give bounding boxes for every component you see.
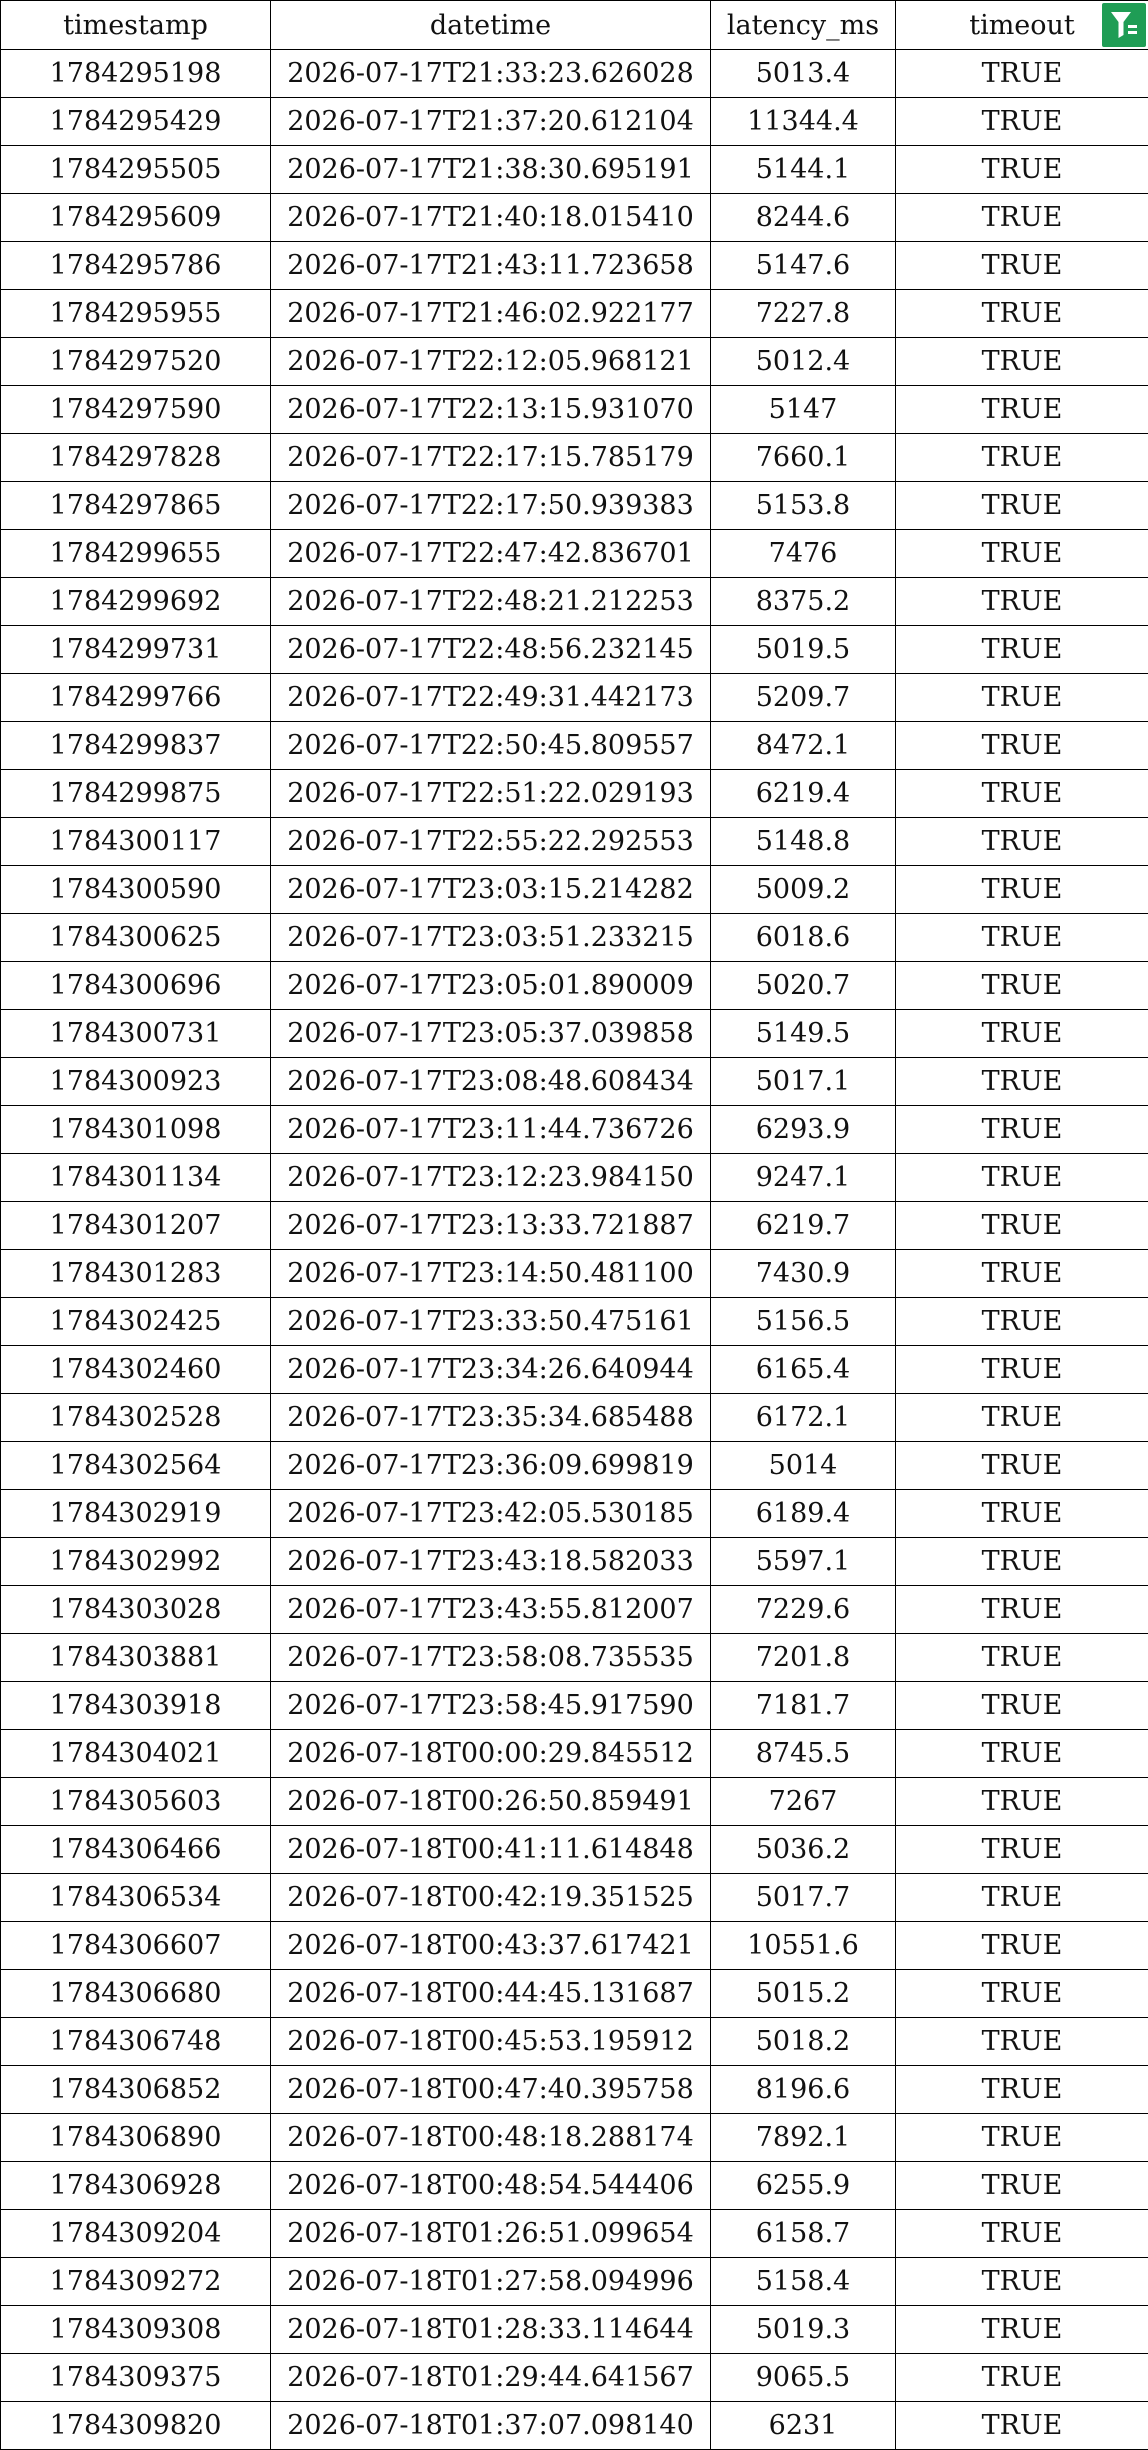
cell-timeout[interactable]: TRUE: [896, 290, 1148, 338]
cell-latency-ms[interactable]: 5148.8: [711, 818, 896, 866]
cell-latency-ms[interactable]: 7267: [711, 1778, 896, 1826]
cell-timeout[interactable]: TRUE: [896, 2162, 1148, 2210]
cell-latency-ms[interactable]: 7227.8: [711, 290, 896, 338]
cell-latency-ms[interactable]: 6219.4: [711, 770, 896, 818]
cell-datetime[interactable]: 2026-07-17T23:05:01.890009: [271, 962, 711, 1010]
cell-datetime[interactable]: 2026-07-18T00:48:18.288174: [271, 2114, 711, 2162]
cell-timeout[interactable]: TRUE: [896, 1394, 1148, 1442]
cell-timeout[interactable]: TRUE: [896, 50, 1148, 98]
cell-timestamp[interactable]: 1784303028: [1, 1586, 271, 1634]
cell-timeout[interactable]: TRUE: [896, 1250, 1148, 1298]
cell-datetime[interactable]: 2026-07-17T21:43:11.723658: [271, 242, 711, 290]
cell-latency-ms[interactable]: 5009.2: [711, 866, 896, 914]
cell-datetime[interactable]: 2026-07-18T00:44:45.131687: [271, 1970, 711, 2018]
column-header-timestamp[interactable]: timestamp: [1, 1, 271, 50]
cell-timestamp[interactable]: 1784297865: [1, 482, 271, 530]
cell-timestamp[interactable]: 1784297520: [1, 338, 271, 386]
cell-timestamp[interactable]: 1784303918: [1, 1682, 271, 1730]
cell-timeout[interactable]: TRUE: [896, 722, 1148, 770]
cell-timeout[interactable]: TRUE: [896, 866, 1148, 914]
table-row[interactable]: [1, 1442, 1148, 1490]
cell-datetime[interactable]: 2026-07-18T00:26:50.859491: [271, 1778, 711, 1826]
table-row[interactable]: [1, 146, 1148, 194]
cell-timestamp[interactable]: 1784297828: [1, 434, 271, 482]
cell-datetime[interactable]: 2026-07-18T01:26:51.099654: [271, 2210, 711, 2258]
cell-timeout[interactable]: TRUE: [896, 98, 1148, 146]
cell-timestamp[interactable]: 1784306852: [1, 2066, 271, 2114]
cell-timeout[interactable]: TRUE: [896, 1058, 1148, 1106]
table-row[interactable]: [1, 962, 1148, 1010]
cell-latency-ms[interactable]: 9065.5: [711, 2354, 896, 2402]
cell-latency-ms[interactable]: 5019.3: [711, 2306, 896, 2354]
cell-datetime[interactable]: 2026-07-17T23:14:50.481100: [271, 1250, 711, 1298]
cell-datetime[interactable]: 2026-07-17T22:55:22.292553: [271, 818, 711, 866]
cell-timestamp[interactable]: 1784295505: [1, 146, 271, 194]
cell-datetime[interactable]: 2026-07-17T23:05:37.039858: [271, 1010, 711, 1058]
table-row[interactable]: [1, 2306, 1148, 2354]
table-row[interactable]: [1, 578, 1148, 626]
cell-timeout[interactable]: TRUE: [896, 338, 1148, 386]
cell-latency-ms[interactable]: 6219.7: [711, 1202, 896, 1250]
cell-latency-ms[interactable]: 8375.2: [711, 578, 896, 626]
cell-latency-ms[interactable]: 5018.2: [711, 2018, 896, 2066]
cell-datetime[interactable]: 2026-07-17T23:33:50.475161: [271, 1298, 711, 1346]
table-row[interactable]: [1, 626, 1148, 674]
cell-datetime[interactable]: 2026-07-18T00:41:11.614848: [271, 1826, 711, 1874]
cell-timestamp[interactable]: 1784302919: [1, 1490, 271, 1538]
table-row[interactable]: [1, 1634, 1148, 1682]
cell-datetime[interactable]: 2026-07-17T23:42:05.530185: [271, 1490, 711, 1538]
cell-timeout[interactable]: TRUE: [896, 1298, 1148, 1346]
cell-timestamp[interactable]: 1784295198: [1, 50, 271, 98]
cell-datetime[interactable]: 2026-07-17T22:47:42.836701: [271, 530, 711, 578]
table-row[interactable]: [1, 1730, 1148, 1778]
cell-datetime[interactable]: 2026-07-17T22:48:21.212253: [271, 578, 711, 626]
cell-timeout[interactable]: TRUE: [896, 194, 1148, 242]
cell-datetime[interactable]: 2026-07-17T22:13:15.931070: [271, 386, 711, 434]
cell-datetime[interactable]: 2026-07-17T23:43:18.582033: [271, 1538, 711, 1586]
cell-timeout[interactable]: TRUE: [896, 1010, 1148, 1058]
cell-latency-ms[interactable]: 5036.2: [711, 1826, 896, 1874]
cell-datetime[interactable]: 2026-07-17T23:58:08.735535: [271, 1634, 711, 1682]
table-row[interactable]: [1, 1586, 1148, 1634]
cell-datetime[interactable]: 2026-07-17T21:37:20.612104: [271, 98, 711, 146]
cell-latency-ms[interactable]: 5158.4: [711, 2258, 896, 2306]
column-header-latency-ms[interactable]: latency_ms: [711, 1, 896, 50]
cell-datetime[interactable]: 2026-07-17T23:58:45.917590: [271, 1682, 711, 1730]
header-row: [1, 1, 1148, 50]
cell-timeout[interactable]: TRUE: [896, 1346, 1148, 1394]
cell-latency-ms[interactable]: 8196.6: [711, 2066, 896, 2114]
table-row[interactable]: [1, 866, 1148, 914]
column-header-datetime[interactable]: datetime: [271, 1, 711, 50]
cell-timeout[interactable]: TRUE: [896, 818, 1148, 866]
cell-timeout[interactable]: TRUE: [896, 2066, 1148, 2114]
cell-timeout[interactable]: TRUE: [896, 530, 1148, 578]
cell-datetime[interactable]: 2026-07-17T21:33:23.626028: [271, 50, 711, 98]
cell-latency-ms[interactable]: 5156.5: [711, 1298, 896, 1346]
cell-timestamp[interactable]: 1784300625: [1, 914, 271, 962]
table-row[interactable]: [1, 674, 1148, 722]
cell-latency-ms[interactable]: 5017.7: [711, 1874, 896, 1922]
cell-timeout[interactable]: TRUE: [896, 626, 1148, 674]
cell-latency-ms[interactable]: 7892.1: [711, 2114, 896, 2162]
cell-datetime[interactable]: 2026-07-18T01:28:33.114644: [271, 2306, 711, 2354]
cell-timeout[interactable]: TRUE: [896, 962, 1148, 1010]
cell-timeout[interactable]: TRUE: [896, 242, 1148, 290]
cell-datetime[interactable]: 2026-07-17T22:12:05.968121: [271, 338, 711, 386]
cell-latency-ms[interactable]: 6172.1: [711, 1394, 896, 1442]
cell-datetime[interactable]: 2026-07-17T22:49:31.442173: [271, 674, 711, 722]
table-row[interactable]: [1, 1250, 1148, 1298]
cell-timestamp[interactable]: 1784295955: [1, 290, 271, 338]
cell-timestamp[interactable]: 1784306890: [1, 2114, 271, 2162]
cell-datetime[interactable]: 2026-07-17T23:43:55.812007: [271, 1586, 711, 1634]
cell-timestamp[interactable]: 1784305603: [1, 1778, 271, 1826]
cell-datetime[interactable]: 2026-07-18T01:37:07.098140: [271, 2402, 711, 2450]
cell-latency-ms[interactable]: 5149.5: [711, 1010, 896, 1058]
cell-timestamp[interactable]: 1784295609: [1, 194, 271, 242]
table-row[interactable]: [1, 1298, 1148, 1346]
table-row[interactable]: [1, 1346, 1148, 1394]
column-header-timeout[interactable]: [896, 1, 1148, 50]
cell-timestamp[interactable]: 1784301098: [1, 1106, 271, 1154]
cell-datetime[interactable]: 2026-07-17T23:11:44.736726: [271, 1106, 711, 1154]
cell-datetime[interactable]: 2026-07-17T23:03:51.233215: [271, 914, 711, 962]
cell-timeout[interactable]: TRUE: [896, 674, 1148, 722]
table-row[interactable]: [1, 1538, 1148, 1586]
cell-timeout[interactable]: TRUE: [896, 1202, 1148, 1250]
cell-timestamp[interactable]: 1784299766: [1, 674, 271, 722]
cell-timestamp[interactable]: 1784300590: [1, 866, 271, 914]
table-row[interactable]: [1, 1202, 1148, 1250]
table-row[interactable]: [1, 1154, 1148, 1202]
cell-timestamp[interactable]: 1784309308: [1, 2306, 271, 2354]
cell-datetime[interactable]: 2026-07-17T22:51:22.029193: [271, 770, 711, 818]
cell-timestamp[interactable]: 1784300923: [1, 1058, 271, 1106]
cell-timeout[interactable]: TRUE: [896, 2114, 1148, 2162]
cell-timestamp[interactable]: 1784309375: [1, 2354, 271, 2402]
cell-latency-ms[interactable]: 5012.4: [711, 338, 896, 386]
table-row[interactable]: [1, 770, 1148, 818]
cell-latency-ms[interactable]: 11344.4: [711, 98, 896, 146]
table-row[interactable]: [1, 2402, 1148, 2450]
cell-timeout[interactable]: TRUE: [896, 482, 1148, 530]
cell-timestamp[interactable]: 1784300117: [1, 818, 271, 866]
cell-timestamp[interactable]: 1784302992: [1, 1538, 271, 1586]
table-row[interactable]: [1, 818, 1148, 866]
cell-datetime[interactable]: 2026-07-17T23:35:34.685488: [271, 1394, 711, 1442]
table-row[interactable]: [1, 2066, 1148, 2114]
table-body: [1, 50, 1148, 2450]
cell-timeout[interactable]: TRUE: [896, 1586, 1148, 1634]
cell-datetime[interactable]: 2026-07-18T00:45:53.195912: [271, 2018, 711, 2066]
cell-timestamp[interactable]: 1784295429: [1, 98, 271, 146]
cell-timeout[interactable]: TRUE: [896, 578, 1148, 626]
cell-latency-ms[interactable]: 5147.6: [711, 242, 896, 290]
cell-timestamp[interactable]: 1784306466: [1, 1826, 271, 1874]
cell-latency-ms[interactable]: 7181.7: [711, 1682, 896, 1730]
table-row[interactable]: [1, 1778, 1148, 1826]
cell-latency-ms[interactable]: 6255.9: [711, 2162, 896, 2210]
cell-timestamp[interactable]: 1784299655: [1, 530, 271, 578]
cell-datetime[interactable]: 2026-07-18T00:47:40.395758: [271, 2066, 711, 2114]
cell-latency-ms[interactable]: 9247.1: [711, 1154, 896, 1202]
cell-timestamp[interactable]: 1784306748: [1, 2018, 271, 2066]
table-row[interactable]: [1, 482, 1148, 530]
cell-timeout[interactable]: TRUE: [896, 2210, 1148, 2258]
cell-timestamp[interactable]: 1784299731: [1, 626, 271, 674]
cell-timestamp[interactable]: 1784299837: [1, 722, 271, 770]
table-row[interactable]: [1, 98, 1148, 146]
cell-datetime[interactable]: 2026-07-18T00:48:54.544406: [271, 2162, 711, 2210]
cell-datetime[interactable]: 2026-07-18T00:42:19.351525: [271, 1874, 711, 1922]
cell-datetime[interactable]: 2026-07-17T23:34:26.640944: [271, 1346, 711, 1394]
column-header-timeout-label: timeout: [969, 9, 1075, 41]
cell-timeout[interactable]: TRUE: [896, 1970, 1148, 2018]
cell-timeout[interactable]: TRUE: [896, 1682, 1148, 1730]
cell-timeout[interactable]: TRUE: [896, 1730, 1148, 1778]
table-row[interactable]: [1, 1874, 1148, 1922]
cell-timestamp[interactable]: 1784306680: [1, 1970, 271, 2018]
cell-timeout[interactable]: TRUE: [896, 1106, 1148, 1154]
cell-timestamp[interactable]: 1784303881: [1, 1634, 271, 1682]
cell-timestamp[interactable]: 1784299692: [1, 578, 271, 626]
cell-timeout[interactable]: TRUE: [896, 1154, 1148, 1202]
cell-timestamp[interactable]: 1784302460: [1, 1346, 271, 1394]
cell-timeout[interactable]: TRUE: [896, 1538, 1148, 1586]
cell-latency-ms[interactable]: 5597.1: [711, 1538, 896, 1586]
cell-timeout[interactable]: TRUE: [896, 1874, 1148, 1922]
table-row[interactable]: [1, 1826, 1148, 1874]
table-row[interactable]: [1, 2210, 1148, 2258]
cell-timestamp[interactable]: 1784300731: [1, 1010, 271, 1058]
cell-timeout[interactable]: TRUE: [896, 2354, 1148, 2402]
cell-datetime[interactable]: 2026-07-17T23:08:48.608434: [271, 1058, 711, 1106]
table-row[interactable]: [1, 2114, 1148, 2162]
table-row[interactable]: [1, 1970, 1148, 2018]
cell-latency-ms[interactable]: 7430.9: [711, 1250, 896, 1298]
cell-timeout[interactable]: TRUE: [896, 1826, 1148, 1874]
cell-datetime[interactable]: 2026-07-17T22:17:15.785179: [271, 434, 711, 482]
cell-datetime[interactable]: 2026-07-17T22:17:50.939383: [271, 482, 711, 530]
cell-timeout[interactable]: TRUE: [896, 1778, 1148, 1826]
cell-timestamp[interactable]: 1784301134: [1, 1154, 271, 1202]
cell-timeout[interactable]: TRUE: [896, 2306, 1148, 2354]
cell-latency-ms[interactable]: 5153.8: [711, 482, 896, 530]
cell-timestamp[interactable]: 1784306534: [1, 1874, 271, 1922]
cell-datetime[interactable]: 2026-07-17T21:46:02.922177: [271, 290, 711, 338]
cell-datetime[interactable]: 2026-07-18T01:29:44.641567: [271, 2354, 711, 2402]
cell-timeout[interactable]: TRUE: [896, 1490, 1148, 1538]
cell-latency-ms[interactable]: 7229.6: [711, 1586, 896, 1634]
cell-timeout[interactable]: TRUE: [896, 1634, 1148, 1682]
cell-latency-ms[interactable]: 5147: [711, 386, 896, 434]
table-row[interactable]: [1, 1490, 1148, 1538]
cell-datetime[interactable]: 2026-07-18T00:43:37.617421: [271, 1922, 711, 1970]
cell-timestamp[interactable]: 1784309820: [1, 2402, 271, 2450]
cell-latency-ms[interactable]: 6189.4: [711, 1490, 896, 1538]
table-row[interactable]: [1, 434, 1148, 482]
cell-datetime[interactable]: 2026-07-17T21:40:18.015410: [271, 194, 711, 242]
filter-button[interactable]: [1102, 3, 1146, 47]
cell-latency-ms[interactable]: 5014: [711, 1442, 896, 1490]
cell-datetime[interactable]: 2026-07-17T22:50:45.809557: [271, 722, 711, 770]
cell-latency-ms[interactable]: 6293.9: [711, 1106, 896, 1154]
cell-timestamp[interactable]: 1784302528: [1, 1394, 271, 1442]
cell-latency-ms[interactable]: 7476: [711, 530, 896, 578]
cell-latency-ms[interactable]: 7660.1: [711, 434, 896, 482]
cell-latency-ms[interactable]: 8244.6: [711, 194, 896, 242]
cell-timestamp[interactable]: 1784306607: [1, 1922, 271, 1970]
cell-latency-ms[interactable]: 8745.5: [711, 1730, 896, 1778]
cell-datetime[interactable]: 2026-07-17T23:12:23.984150: [271, 1154, 711, 1202]
table-row[interactable]: [1, 1106, 1148, 1154]
table-row[interactable]: [1, 2258, 1148, 2306]
table-row[interactable]: [1, 1010, 1148, 1058]
cell-datetime[interactable]: 2026-07-18T01:27:58.094996: [271, 2258, 711, 2306]
cell-latency-ms[interactable]: 5017.1: [711, 1058, 896, 1106]
cell-timeout[interactable]: TRUE: [896, 434, 1148, 482]
cell-datetime[interactable]: 2026-07-17T23:03:15.214282: [271, 866, 711, 914]
cell-latency-ms[interactable]: 6231: [711, 2402, 896, 2450]
cell-latency-ms[interactable]: 5019.5: [711, 626, 896, 674]
table-row[interactable]: [1, 338, 1148, 386]
cell-timestamp[interactable]: 1784300696: [1, 962, 271, 1010]
table-row[interactable]: [1, 1682, 1148, 1730]
filter-funnel-icon: [1109, 9, 1139, 41]
cell-latency-ms[interactable]: 6158.7: [711, 2210, 896, 2258]
table-row[interactable]: [1, 530, 1148, 578]
cell-timeout[interactable]: TRUE: [896, 2402, 1148, 2450]
cell-datetime[interactable]: 2026-07-17T21:38:30.695191: [271, 146, 711, 194]
cell-latency-ms[interactable]: 5013.4: [711, 50, 896, 98]
cell-timeout[interactable]: TRUE: [896, 386, 1148, 434]
cell-latency-ms[interactable]: 5144.1: [711, 146, 896, 194]
cell-latency-ms[interactable]: 6165.4: [711, 1346, 896, 1394]
table-row[interactable]: [1, 290, 1148, 338]
cell-latency-ms[interactable]: 5209.7: [711, 674, 896, 722]
cell-timeout[interactable]: TRUE: [896, 1442, 1148, 1490]
cell-timestamp[interactable]: 1784299875: [1, 770, 271, 818]
cell-timeout[interactable]: TRUE: [896, 2018, 1148, 2066]
cell-latency-ms[interactable]: 5020.7: [711, 962, 896, 1010]
cell-timeout[interactable]: TRUE: [896, 914, 1148, 962]
cell-latency-ms[interactable]: 10551.6: [711, 1922, 896, 1970]
table-row[interactable]: [1, 914, 1148, 962]
cell-timestamp[interactable]: 1784309204: [1, 2210, 271, 2258]
cell-timeout[interactable]: TRUE: [896, 770, 1148, 818]
table-row[interactable]: [1, 386, 1148, 434]
cell-timeout[interactable]: TRUE: [896, 1922, 1148, 1970]
cell-datetime[interactable]: 2026-07-17T22:48:56.232145: [271, 626, 711, 674]
cell-datetime[interactable]: 2026-07-17T23:13:33.721887: [271, 1202, 711, 1250]
cell-timeout[interactable]: TRUE: [896, 2258, 1148, 2306]
table-row[interactable]: [1, 722, 1148, 770]
cell-timestamp[interactable]: 1784302425: [1, 1298, 271, 1346]
cell-datetime[interactable]: 2026-07-18T00:00:29.845512: [271, 1730, 711, 1778]
table-row[interactable]: [1, 1394, 1148, 1442]
table-row[interactable]: [1, 2162, 1148, 2210]
cell-datetime[interactable]: 2026-07-17T23:36:09.699819: [271, 1442, 711, 1490]
table-row[interactable]: [1, 2018, 1148, 2066]
cell-timestamp[interactable]: 1784302564: [1, 1442, 271, 1490]
cell-latency-ms[interactable]: 5015.2: [711, 1970, 896, 2018]
cell-timeout[interactable]: TRUE: [896, 146, 1148, 194]
cell-latency-ms[interactable]: 6018.6: [711, 914, 896, 962]
cell-timestamp[interactable]: 1784304021: [1, 1730, 271, 1778]
cell-timestamp[interactable]: 1784306928: [1, 2162, 271, 2210]
cell-latency-ms[interactable]: 7201.8: [711, 1634, 896, 1682]
cell-timestamp[interactable]: 1784295786: [1, 242, 271, 290]
table-row[interactable]: [1, 1058, 1148, 1106]
cell-timestamp[interactable]: 1784309272: [1, 2258, 271, 2306]
cell-latency-ms[interactable]: 8472.1: [711, 722, 896, 770]
table-row[interactable]: [1, 1922, 1148, 1970]
table-row[interactable]: [1, 50, 1148, 98]
table-row[interactable]: [1, 2354, 1148, 2402]
cell-timestamp[interactable]: 1784297590: [1, 386, 271, 434]
cell-timestamp[interactable]: 1784301283: [1, 1250, 271, 1298]
table-row[interactable]: [1, 194, 1148, 242]
table-row[interactable]: [1, 242, 1148, 290]
cell-timestamp[interactable]: 1784301207: [1, 1202, 271, 1250]
